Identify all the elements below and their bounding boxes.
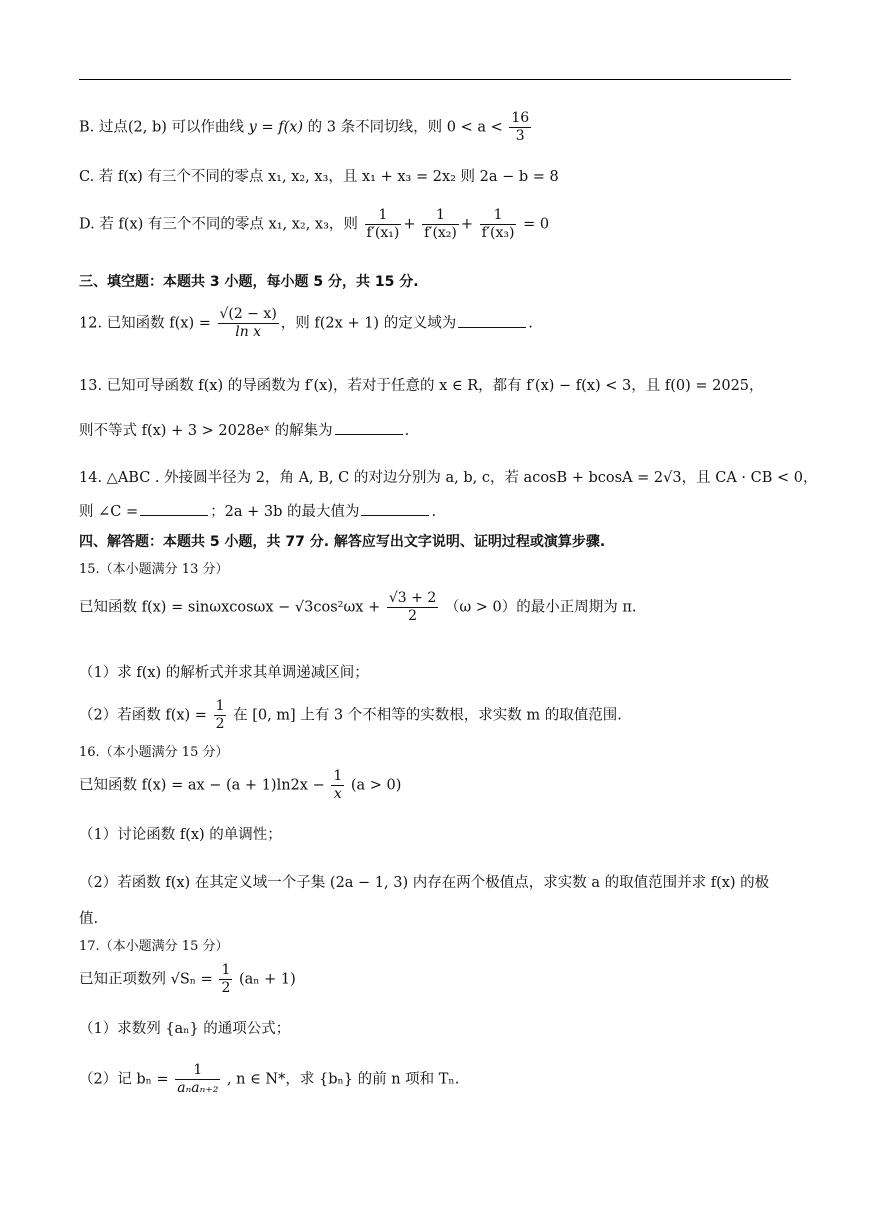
option-c: C. 若 f(x) 有三个不同的零点 x₁, x₂, x₃，且 x₁ + x₃ = 2x₂ 则 2a − b = 8 bbox=[79, 169, 559, 185]
q16-stem bbox=[79, 768, 401, 803]
q14-end: . bbox=[431, 504, 437, 520]
question-12 bbox=[79, 306, 533, 341]
q14-vector-condition: CA · CB < 0， bbox=[715, 470, 818, 486]
fraction-numerator: 1 bbox=[422, 207, 459, 225]
fraction-numerator: 1 bbox=[365, 207, 402, 225]
q17-stem-a: 已知正项数列 √Sₙ = bbox=[79, 971, 213, 988]
q12-prefix: 12. 已知函数 f(x) = bbox=[79, 315, 211, 332]
q14-max-label: ；2a + 3b 的最大值为 bbox=[210, 504, 360, 520]
fraction-numerator: √(2 − x) bbox=[219, 306, 277, 322]
option-d-fraction-2 bbox=[422, 207, 459, 242]
fraction-numerator: 1 bbox=[333, 768, 343, 784]
fraction-numerator: 1 bbox=[221, 962, 231, 978]
q12-fraction bbox=[218, 306, 279, 341]
question-14-line-1 bbox=[79, 466, 817, 487]
fraction-numerator: 1 bbox=[175, 1062, 220, 1080]
fraction-denominator: f′(x₁) bbox=[366, 225, 400, 241]
option-d-fraction-3 bbox=[480, 207, 517, 242]
q15-stem-b: （ω > 0）的最小正周期为 π. bbox=[444, 599, 637, 616]
section-4-heading: 四、解答题：本题共 5 小题，共 77 分. 解答应写出文字说明、证明过程或演算步骤. bbox=[79, 534, 606, 550]
answer-blank bbox=[335, 420, 403, 435]
q13-line2-text: 则不等式 f(x) + 3 > 2028eˣ 的解集为 bbox=[79, 423, 333, 439]
fraction-denominator: aₙaₙ₊₂ bbox=[177, 1080, 219, 1096]
q17-part2-fraction bbox=[175, 1062, 220, 1097]
q15-part-1: （1）求 f(x) 的解析式并求其单调递减区间； bbox=[79, 665, 369, 681]
option-d-tail: = 0 bbox=[523, 216, 550, 233]
option-d-prefix: D. 若 f(x) 有三个不同的零点 x₁, x₂, x₃，则 bbox=[79, 216, 358, 233]
question-14-line-2 bbox=[79, 500, 436, 521]
q12-tail: ，则 f(2x + 1) 的定义域为 bbox=[280, 315, 457, 332]
option-b-prefix: B. 过点 bbox=[79, 119, 128, 136]
q16-stem-a: 已知函数 f(x) = ax − (a + 1)ln2x − bbox=[79, 777, 325, 794]
q14-angle-label: 则 ∠C = bbox=[79, 504, 139, 520]
q16-part-2-continued: 值. bbox=[79, 911, 99, 927]
q15-stem bbox=[79, 590, 637, 625]
q12-end: . bbox=[528, 315, 533, 332]
question-13-line-1: 13. 已知可导函数 f(x) 的导函数为 f′(x)，若对于任意的 x ∈ R，都有 f′(x) − f(x) < 3，且 f(0) = 2025， bbox=[79, 378, 764, 394]
q15-heading: 15.（本小题满分 13 分） bbox=[79, 562, 229, 577]
fraction-numerator: 1 bbox=[480, 207, 517, 225]
fraction-denominator: f′(x₃) bbox=[481, 225, 515, 241]
q15-part2-a: （2）若函数 f(x) = bbox=[79, 707, 207, 724]
option-b-curve: y = f(x) bbox=[248, 119, 304, 136]
fraction-denominator: x bbox=[333, 786, 342, 802]
q15-part2-fraction bbox=[214, 698, 227, 733]
q15-stem-a: 已知函数 f(x) = sinωxcosωx − √3cos²ωx + bbox=[79, 599, 381, 616]
q17-stem-b: (aₙ + 1) bbox=[238, 971, 296, 988]
q15-part-2 bbox=[79, 698, 622, 733]
fraction-denominator: 3 bbox=[515, 128, 525, 144]
header-rule bbox=[79, 79, 791, 80]
option-d-fraction-1 bbox=[365, 207, 402, 242]
q16-fraction bbox=[331, 768, 344, 803]
q17-part-2 bbox=[79, 1062, 459, 1097]
fraction-numerator: 16 bbox=[511, 110, 530, 126]
answer-blank bbox=[458, 313, 526, 328]
option-b-mid2: 的 3 条不同切线，则 bbox=[303, 119, 447, 136]
q16-heading: 16.（本小题满分 15 分） bbox=[79, 745, 229, 760]
question-13-line-2 bbox=[79, 419, 409, 440]
fraction-denominator: 2 bbox=[215, 716, 225, 732]
q17-part-1: （1）求数列 {aₙ} 的通项公式； bbox=[79, 1021, 291, 1037]
fraction-denominator: ln x bbox=[235, 324, 262, 340]
q15-part2-b: 在 [0, m] 上有 3 个不相等的实数根，求实数 m 的取值范围. bbox=[233, 707, 622, 724]
q13-end: . bbox=[404, 423, 410, 439]
q17-stem bbox=[79, 962, 296, 997]
answer-blank bbox=[140, 501, 208, 516]
q17-part2-b: , n ∈ N*，求 {bₙ} 的前 n 项和 Tₙ. bbox=[226, 1071, 460, 1088]
q15-fraction bbox=[387, 590, 438, 625]
fraction-numerator: 1 bbox=[215, 698, 225, 714]
fraction-denominator: 2 bbox=[408, 608, 417, 624]
q17-heading: 17.（本小题满分 15 分） bbox=[79, 939, 229, 954]
fraction-numerator: √3 + 2 bbox=[388, 590, 437, 606]
q16-part-1: （1）讨论函数 f(x) 的单调性； bbox=[79, 827, 282, 843]
q16-stem-b: (a > 0) bbox=[350, 777, 402, 794]
q17-part2-a: （2）记 bₙ = bbox=[79, 1071, 169, 1088]
option-d: D. 若 f(x) 有三个不同的零点 x₁, x₂, x₃，则 $\frac{1}{\text{f′(x₁)}}$ + $\frac{1}{\text{f′(x₂)}}$ + $\frac{1}{\text{f′(x₃)}}$ = 0 bbox=[79, 207, 550, 241]
answer-blank bbox=[361, 501, 429, 516]
option-b-mid: 可以作曲线 bbox=[166, 119, 249, 136]
fraction-denominator: f′(x₂) bbox=[424, 225, 457, 241]
q14-line1-text: 14. △ABC . 外接圆半径为 2，角 A, B, C 的对边分别为 a, b, c，若 acosB + bcosA = 2√3，且 bbox=[79, 470, 711, 486]
option-b-fraction bbox=[509, 110, 531, 145]
option-b bbox=[79, 110, 533, 145]
section-3-heading: 三、填空题：本题共 3 小题，每小题 5 分，共 15 分. bbox=[79, 274, 419, 290]
option-b-point: (2, b) bbox=[127, 119, 167, 136]
q17-fraction bbox=[219, 962, 232, 997]
fraction-denominator: 2 bbox=[221, 980, 231, 996]
option-b-inequality: 0 < a < bbox=[446, 119, 503, 136]
q16-part-2: （2）若函数 f(x) 在其定义域一个子集 (2a − 1, 3) 内存在两个极值点，求实数 a 的取值范围并求 f(x) 的极 bbox=[79, 875, 770, 891]
